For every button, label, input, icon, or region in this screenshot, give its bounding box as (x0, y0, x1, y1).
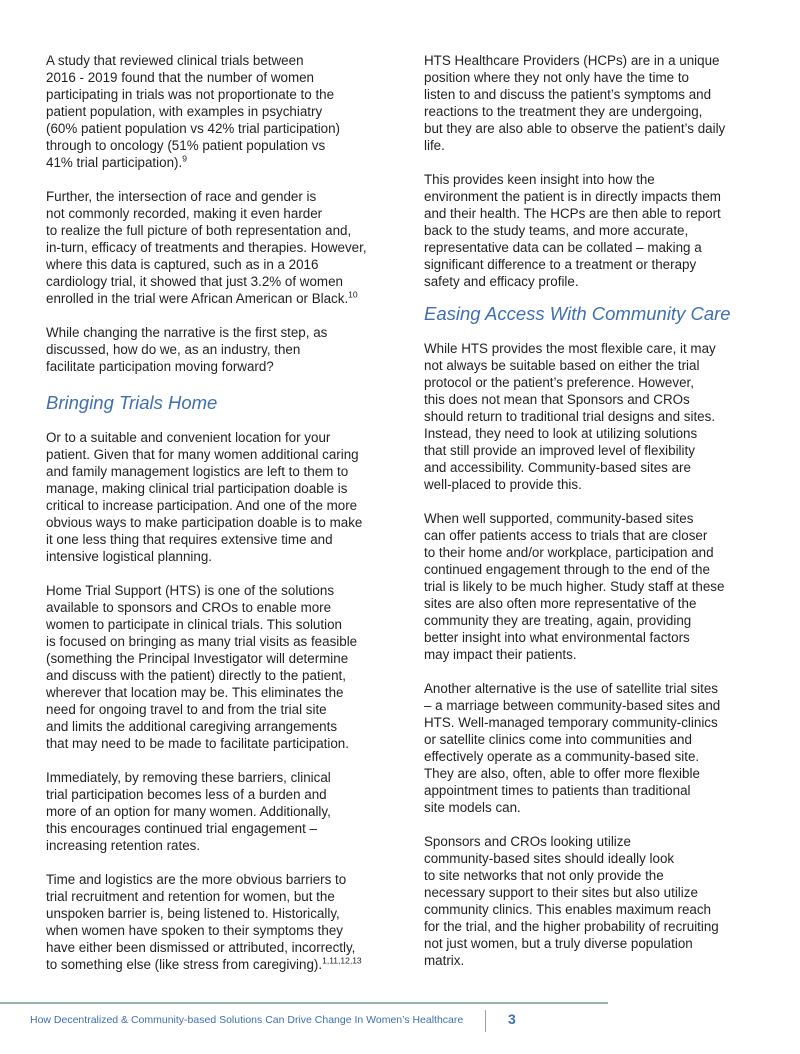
footer-title: How Decentralized & Community-based Solutions Can Drive Change In Women’s Healthcare (30, 1014, 464, 1026)
paragraph: Sponsors and CROs looking utilize community-based sites should ideally look to site networks that not only provide the necessary support to their sites but also utilize community clinics. This enables maximum reach for the trial, and the higher probability of recruiting not just women, but a truly diverse population matrix. (424, 834, 719, 968)
paragraph: Another alternative is the use of satellite trial sites – a marriage between community-based sites and HTS. Well-managed temporary community-clinics or satellite clinics come into communities and effectively operate as a community-based site. They are also, often, able to offer more flexible appointment times to patients than traditional site models can. (424, 681, 721, 815)
paragraph: HTS Healthcare Providers (HCPs) are in a unique position where they not only have the time to listen to and discuss the patient’s symptoms and reactions to the treatment they are undergoing, but they are also able to observe the patient’s daily life. (424, 53, 726, 153)
footnote-ref: 10 (348, 289, 358, 300)
page-number: 3 (508, 1011, 516, 1027)
left-column (46, 52, 394, 973)
paragraph: Home Trial Support (HTS) is one of the solutions available to sponsors and CROs to enable more women to participate in clinical trials. This solution is focused on bringing as many trial visits as feasible (something the Principal Investigator will determine and discuss with the patient) directly to the patient, wherever that location may be. This eliminates the need for ongoing travel to and from the trial site and limits the additional caregiving arrangements that may need to be made to facilitate participation. (46, 583, 358, 751)
paragraph: A study that reviewed clinical trials between 2016 - 2019 found that the number of women participating in trials was not proportionate to the patient population, with examples in psychiatry (60% patient population vs 42% trial participation) through to oncology (51% patient population vs 41% trial participation).$^9$ (46, 53, 341, 170)
paragraph: This provides keen insight into how the environment the patient is in directly impacts them and their health. The HCPs are then able to report back to the study teams, and more accurate, representative data can be collated – making a significant difference to a treatment or therapy safety and efficacy profile. (424, 172, 721, 289)
paragraph: Immediately, by removing these barriers, clinical trial participation becomes less of a burden and more of an option for many women. Additionally, this encourages continued trial engagement – increasing retention rates. (46, 770, 331, 853)
paragraph: Time and logistics are the more obvious barriers to trial recruitment and retention for women, but the unspoken barrier is, being listened to. Historically, when women have spoken to their symptoms they have either been dismissed or attributed, incorrectly, to something else (like stress from caregiving).$^{1,11,12,13}$ (46, 872, 362, 972)
paragraph: While changing the narrative is the first step, as discussed, how do we, as an industry, then facilitate participation moving forward? (46, 325, 328, 374)
footnote-ref: 9 (182, 153, 187, 164)
paragraph: Further, the intersection of race and gender is not commonly recorded, making it even harder to realize the full picture of both representation and, in-turn, efficacy of treatments and therapies. However, where this data is captured, such as in a 2016 cardiology trial, it showed that just 3.2% of women enrolled in the trial were African American or Black.$^{10}$ (46, 189, 367, 306)
footer-separator (485, 1010, 486, 1032)
footer-divider (0, 1002, 608, 1004)
paragraph: When well supported, community-based sites can offer patients access to trials that are closer to their home and/or workplace, participation and continued engagement through to the end of the trial is likely to be much higher. Study staff at these sites are also often more representative of the community they are treating, again, providing better insight into what environmental factors may impact their patients. (424, 511, 725, 662)
paragraph: Or to a suitable and convenient location for your patient. Given that for many women additional caring and family management logistics are left to them to manage, making clinical trial participation doable is critical to increase participation. And one of the more obvious ways to make participation doable is to make it one less thing that requires extensive time and intensive logistical planning. (46, 430, 363, 564)
section-heading-bringing-trials-home: Bringing Trials Home (46, 392, 218, 413)
paragraph: While HTS provides the most flexible care, it may not always be suitable based on either the trial protocol or the patient’s preference. However, this does not mean that Sponsors and CROs should return to traditional trial designs and sites. Instead, they need to look at utilizing solutions that still provide an improved level of flexibility and accessibility. Community-based sites are well-placed to provide this. (424, 341, 716, 492)
footnote-ref: 1,11,12,13 (322, 955, 362, 966)
right-column (424, 52, 760, 969)
section-heading-easing-access: Easing Access With Community Care (424, 303, 731, 324)
